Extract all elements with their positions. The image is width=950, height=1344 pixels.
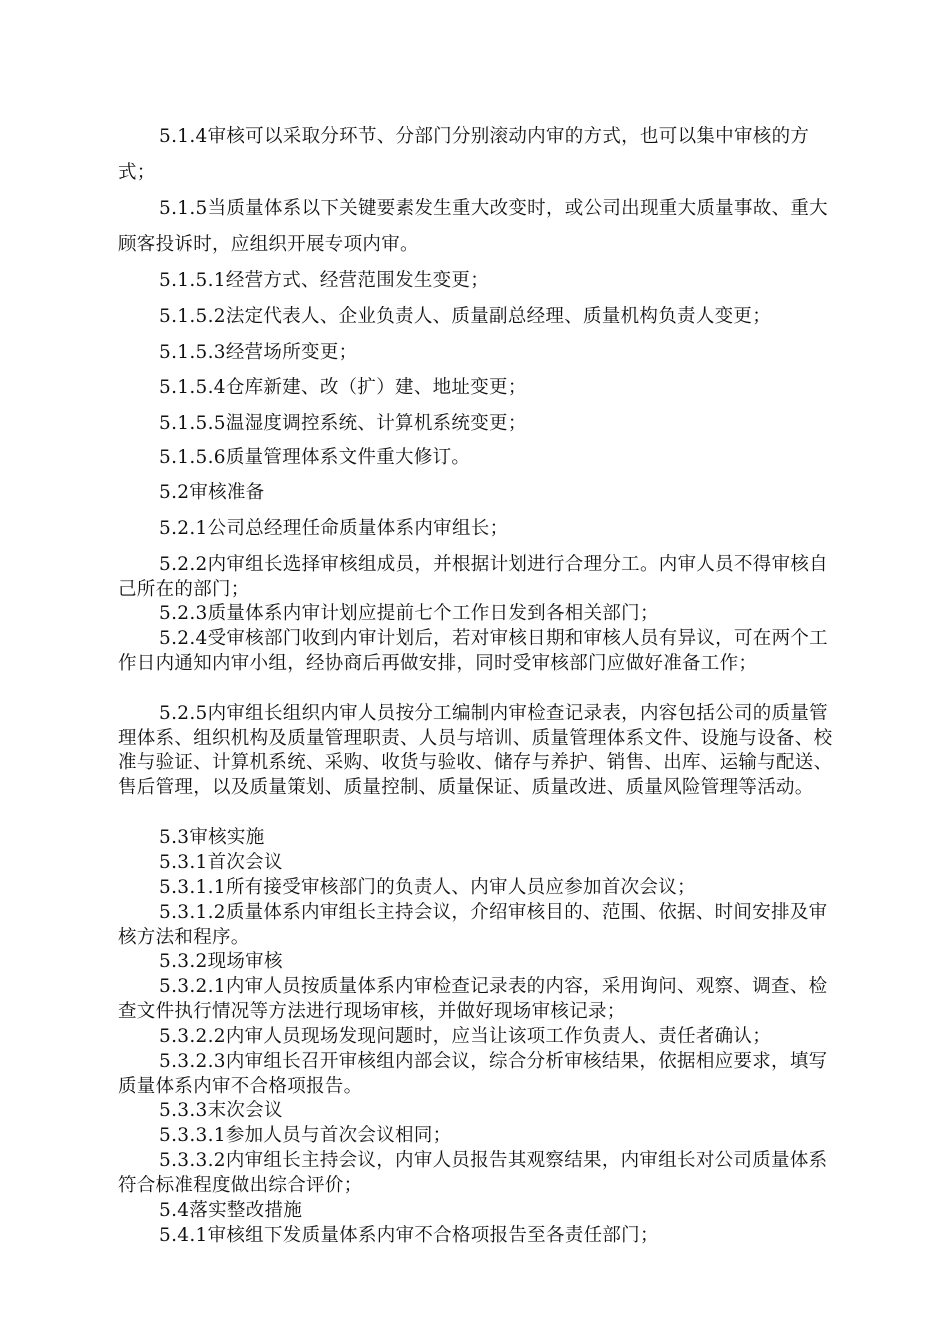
paragraph-5-1-5-4: 5.1.5.4仓库新建、改（扩）建、地址变更； — [159, 377, 527, 398]
paragraph-5-1-5-6: 5.1.5.6质量管理体系文件重大修订。 — [159, 447, 471, 468]
heading-5-2: 5.2审核准备 — [159, 482, 265, 503]
paragraph-5-1-4: 5.1.4审核可以采取分环节、分部门分别滚动内审的方式，也可以集中审核的方式； — [118, 126, 810, 183]
paragraph-5-3-2-1: 5.3.2.1内审人员按质量体系内审检查记录表的内容，采用询问、观察、调查、检查文件执行情况等方法进行现场审核，并做好现场审核记录； — [118, 976, 828, 1022]
paragraph-5-2-3: 5.2.3质量体系内审计划应提前七个工作日发到各相关部门； — [159, 603, 659, 624]
heading-5-3-3: 5.3.3末次会议 — [159, 1100, 283, 1121]
heading-5-3-1: 5.3.1首次会议 — [159, 852, 283, 873]
heading-5-3: 5.3审核实施 — [159, 827, 265, 848]
paragraph-5-2-2: 5.2.2内审组长选择审核组成员，并根据计划进行合理分工。内审人员不得审核自己所在的部门； — [118, 554, 828, 600]
heading-5-3-2: 5.3.2现场审核 — [159, 951, 283, 972]
paragraph-5-1-5-2: 5.1.5.2法定代表人、企业负责人、质量副总经理、质量机构负责人变更； — [159, 306, 772, 327]
paragraph-5-3-1-2: 5.3.1.2质量体系内审组长主持会议，介绍审核目的、范围、依据、时间安排及审核方法和程序。 — [118, 902, 828, 948]
paragraph-5-3-1-1: 5.3.1.1所有接受审核部门的负责人、内审人员应参加首次会议； — [159, 877, 696, 898]
paragraph-5-2-5: 5.2.5内审组长组织内审人员按分工编制内审检查记录表，内容包括公司的质量管理体系、组织机构及质量管理职责、人员与培训、质量管理体系文件、设施与设备、校准与验证、计算机系统、采购、收货与验收、储存与养护、销售、出库、运输与配送、售后管理，以及质量策划、质量控制、质量保证、质量改进、质量风险管理等活动。 — [118, 703, 833, 798]
paragraph-5-2-4: 5.2.4受审核部门收到内审计划后，若对审核日期和审核人员有异议，可在两个工作日内通知内审小组，经协商后再做安排，同时受审核部门应做好准备工作； — [118, 628, 828, 674]
paragraph-5-3-2-2: 5.3.2.2内审人员现场发现问题时，应当让该项工作负责人、责任者确认； — [159, 1026, 772, 1047]
paragraph-5-3-2-3: 5.3.2.3内审组长召开审核组内部会议，综合分析审核结果，依据相应要求，填写质量体系内审不合格项报告。 — [118, 1051, 828, 1097]
paragraph-5-1-5-1: 5.1.5.1经营方式、经营范围发生变更； — [159, 270, 490, 291]
paragraph-5-3-3-2: 5.3.3.2内审组长主持会议，内审人员报告其观察结果，内审组长对公司质量体系符合标准程度做出综合评价； — [118, 1150, 828, 1196]
heading-5-4: 5.4落实整改措施 — [159, 1200, 303, 1221]
paragraph-5-3-3-1: 5.3.3.1参加人员与首次会议相同； — [159, 1125, 452, 1146]
paragraph-5-1-5-5: 5.1.5.5温湿度调控系统、计算机系统变更； — [159, 413, 527, 434]
paragraph-5-4-1: 5.4.1审核组下发质量体系内审不合格项报告至各责任部门； — [159, 1225, 659, 1246]
paragraph-5-1-5-3: 5.1.5.3经营场所变更； — [159, 342, 358, 363]
paragraph-5-1-5: 5.1.5当质量体系以下关键要素发生重大改变时，或公司出现重大质量事故、重大顾客投诉时，应组织开展专项内审。 — [118, 198, 828, 255]
paragraph-5-2-1: 5.2.1公司总经理任命质量体系内审组长； — [159, 518, 509, 539]
